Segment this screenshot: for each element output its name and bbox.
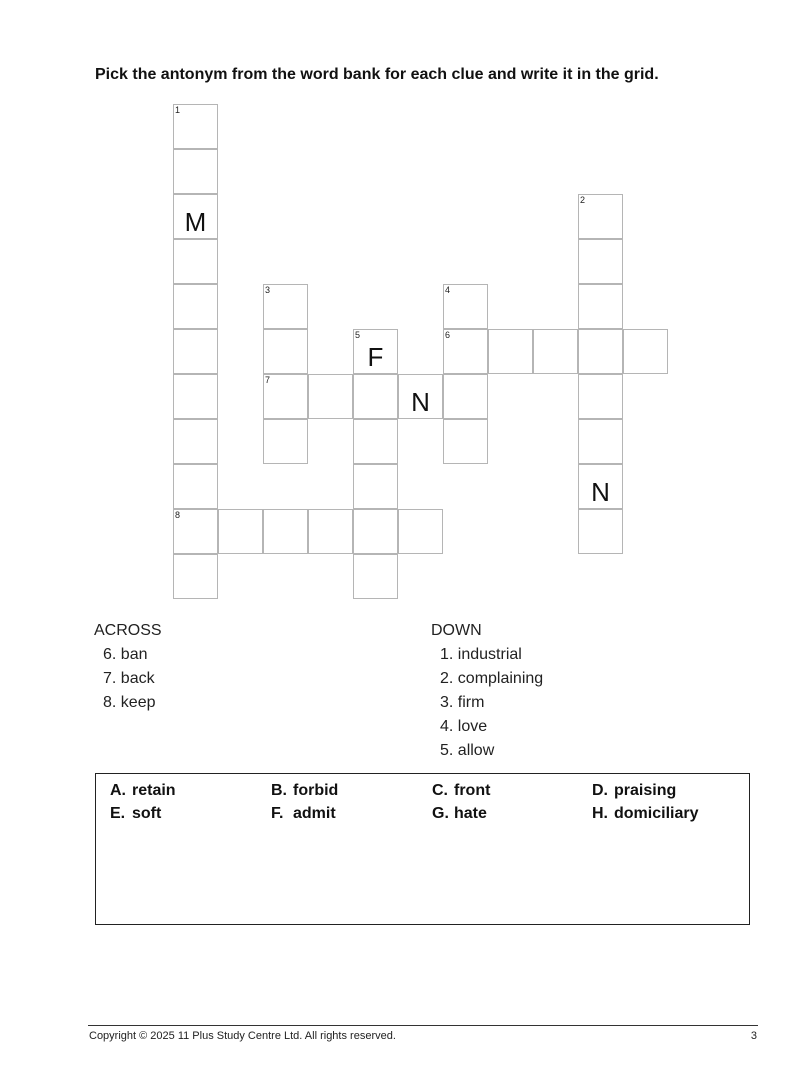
crossword-cell[interactable]: [173, 149, 218, 194]
clue-number: 4: [445, 285, 451, 295]
crossword-cell[interactable]: [173, 239, 218, 284]
down-clue: 4. love: [440, 718, 488, 735]
down-clue: 1. industrial: [440, 646, 522, 663]
crossword-cell[interactable]: [218, 509, 263, 554]
page-number: 3: [750, 1030, 757, 1042]
word-bank-key: G.: [432, 805, 449, 822]
instruction-heading: Pick the antonym from the word bank for each clue and write it in the grid.: [95, 66, 659, 83]
word-bank-key: D.: [592, 782, 608, 799]
down-clue: 2. complaining: [440, 670, 544, 687]
crossword-cell[interactable]: [578, 239, 623, 284]
crossword-cell[interactable]: [173, 509, 218, 554]
crossword-cell[interactable]: [443, 329, 488, 374]
across-clue: 8. keep: [103, 694, 156, 711]
crossword-cell[interactable]: [173, 104, 218, 149]
clue-number: 8: [175, 510, 181, 520]
down-clues: [431, 619, 543, 763]
crossword-cell[interactable]: [263, 419, 308, 464]
crossword-cell[interactable]: [353, 374, 398, 419]
word-bank-item: [110, 782, 176, 800]
down-clue: 3. firm: [440, 694, 485, 711]
clue-number: 3: [265, 285, 271, 295]
word-bank-word: soft: [132, 805, 162, 822]
word-bank-item: [592, 805, 698, 823]
word-bank-item: [432, 805, 487, 823]
across-clues: [94, 619, 162, 715]
word-bank-key: E.: [110, 805, 126, 822]
word-bank-key: A.: [110, 782, 126, 799]
word-bank-word: front: [454, 782, 491, 799]
given-letter: N: [411, 387, 430, 417]
word-bank-item: [592, 782, 676, 800]
crossword-cell[interactable]: [443, 419, 488, 464]
clue-number: 2: [580, 195, 586, 205]
word-bank: [95, 773, 750, 925]
word-bank-key: B.: [271, 782, 287, 799]
footer-divider: [88, 1025, 758, 1026]
word-bank-key: H.: [592, 805, 608, 822]
crossword-cell[interactable]: [353, 419, 398, 464]
crossword-cell[interactable]: [263, 509, 308, 554]
across-heading: ACROSS: [94, 622, 162, 639]
crossword-cell[interactable]: [173, 554, 218, 599]
word-bank-item: [110, 805, 161, 823]
crossword-cell[interactable]: [173, 329, 218, 374]
crossword-cell[interactable]: [173, 374, 218, 419]
crossword-cell[interactable]: [353, 554, 398, 599]
given-letter: M: [184, 207, 207, 237]
word-bank-item: [271, 805, 336, 823]
crossword-cell[interactable]: [578, 419, 623, 464]
crossword-cell[interactable]: [578, 194, 623, 239]
crossword-cell[interactable]: [533, 329, 578, 374]
clue-number: 6: [445, 330, 451, 340]
across-clue: 6. ban: [103, 646, 148, 663]
crossword-cell[interactable]: [173, 284, 218, 329]
word-bank-item: [432, 782, 490, 800]
crossword-cell[interactable]: [353, 329, 398, 374]
down-clue: 5. allow: [440, 742, 495, 759]
crossword-cell[interactable]: [263, 374, 308, 419]
crossword-cell[interactable]: [173, 419, 218, 464]
word-bank-key: C.: [432, 782, 448, 799]
given-letter: N: [591, 477, 610, 507]
down-heading: DOWN: [431, 622, 482, 639]
clue-number: 7: [265, 375, 271, 385]
crossword-cell[interactable]: [398, 509, 443, 554]
crossword-cell[interactable]: [578, 464, 623, 509]
crossword-cell[interactable]: [443, 374, 488, 419]
crossword-cell[interactable]: [308, 509, 353, 554]
word-bank-word: domiciliary: [614, 805, 699, 822]
crossword-cell[interactable]: [578, 509, 623, 554]
crossword-cell[interactable]: [173, 194, 218, 239]
word-bank-key: F.: [271, 805, 284, 822]
crossword-cell[interactable]: [578, 284, 623, 329]
crossword-cell[interactable]: [623, 329, 668, 374]
crossword-cell[interactable]: [488, 329, 533, 374]
word-bank-word: retain: [132, 782, 176, 799]
crossword-cell[interactable]: [443, 284, 488, 329]
copyright-text: Copyright © 2025 11 Plus Study Centre Ltd. All rights reserved.: [89, 1030, 396, 1042]
given-letter: F: [367, 342, 384, 372]
crossword-cell[interactable]: [263, 284, 308, 329]
word-bank-word: admit: [293, 805, 336, 822]
crossword-cell[interactable]: [308, 374, 353, 419]
word-bank-word: praising: [614, 782, 677, 799]
clue-number: 5: [355, 330, 361, 340]
clue-number: 1: [175, 105, 181, 115]
crossword-cell[interactable]: [398, 374, 443, 419]
crossword-cell[interactable]: [173, 464, 218, 509]
word-bank-item: [271, 782, 338, 800]
crossword-cell[interactable]: [263, 329, 308, 374]
crossword-cell[interactable]: [353, 509, 398, 554]
across-clue: 7. back: [103, 670, 155, 687]
crossword-cell[interactable]: [578, 329, 623, 374]
crossword-cell[interactable]: [578, 374, 623, 419]
word-bank-word: forbid: [293, 782, 339, 799]
crossword-cell[interactable]: [353, 464, 398, 509]
word-bank-word: hate: [454, 805, 487, 822]
